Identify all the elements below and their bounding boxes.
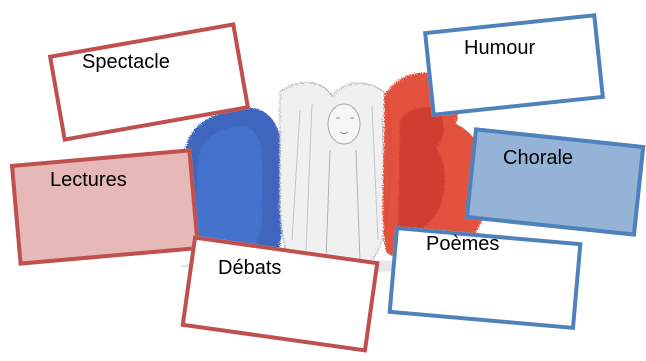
lectures-label: Lectures <box>50 169 127 191</box>
humour-label: Humour <box>464 37 536 59</box>
spectacle-label: Spectacle <box>82 51 170 73</box>
chorale-box <box>465 127 646 236</box>
humour-box <box>423 13 605 117</box>
chorale-label: Chorale <box>503 147 574 169</box>
lectures-box <box>10 148 200 265</box>
poemes-label: Poèmes <box>426 233 500 255</box>
debats-label: Débats <box>218 257 282 279</box>
